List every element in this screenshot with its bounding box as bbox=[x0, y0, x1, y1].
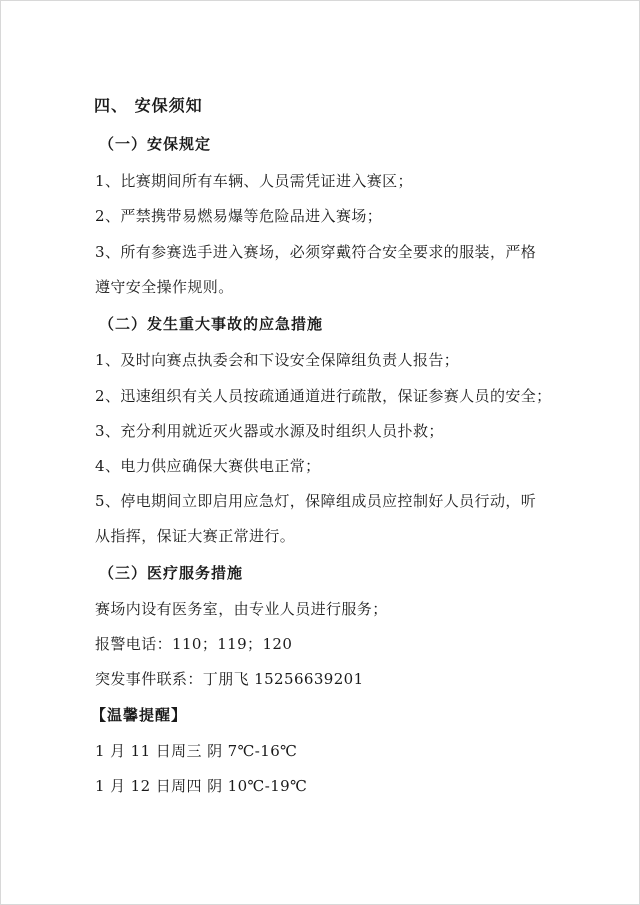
subsection-heading-security-rules: （一）安保规定 bbox=[99, 135, 212, 153]
emergency-contact-line: 突发事件联系：丁朋飞 15256639201 bbox=[95, 670, 364, 688]
rule-line: 3、所有参赛选手进入赛场，必须穿戴符合安全要求的服装，严格 bbox=[95, 243, 537, 261]
rule-line: 2、严禁携带易燃易爆等危险品进入赛场； bbox=[95, 207, 383, 225]
emergency-line: 1、及时向赛点执委会和下设安全保障组负责人报告； bbox=[95, 351, 460, 369]
section-title: 四、 安保须知 bbox=[94, 96, 203, 115]
weather-line: 1 月 12 日周四 阴 10℃-19℃ bbox=[95, 777, 308, 795]
weather-line: 1 月 11 日周三 阴 7℃-16℃ bbox=[95, 742, 298, 760]
medical-line: 赛场内设有医务室，由专业人员进行服务； bbox=[95, 600, 388, 618]
subsection-heading-medical-service: （三）医疗服务措施 bbox=[99, 564, 244, 582]
rule-line: 1、比赛期间所有车辆、人员需凭证进入赛区； bbox=[95, 172, 413, 190]
emergency-line: 2、迅速组织有关人员按疏通通道进行疏散，保证参赛人员的安全； bbox=[95, 387, 552, 405]
emergency-line: 从指挥，保证大赛正常进行。 bbox=[95, 527, 296, 545]
emergency-line: 3、充分利用就近灭火器或水源及时组织人员扑救； bbox=[95, 422, 444, 440]
rule-line: 遵守安全操作规则。 bbox=[95, 278, 234, 296]
alarm-phone-line: 报警电话：110；119；120 bbox=[95, 635, 293, 653]
reminder-heading: 【温馨提醒】 bbox=[91, 706, 188, 724]
subsection-heading-emergency-measures: （二）发生重大事故的应急措施 bbox=[99, 315, 324, 333]
emergency-line: 5、停电期间立即启用应急灯，保障组成员应控制好人员行动，听 bbox=[95, 492, 537, 510]
emergency-line: 4、电力供应确保大赛供电正常； bbox=[95, 457, 321, 475]
